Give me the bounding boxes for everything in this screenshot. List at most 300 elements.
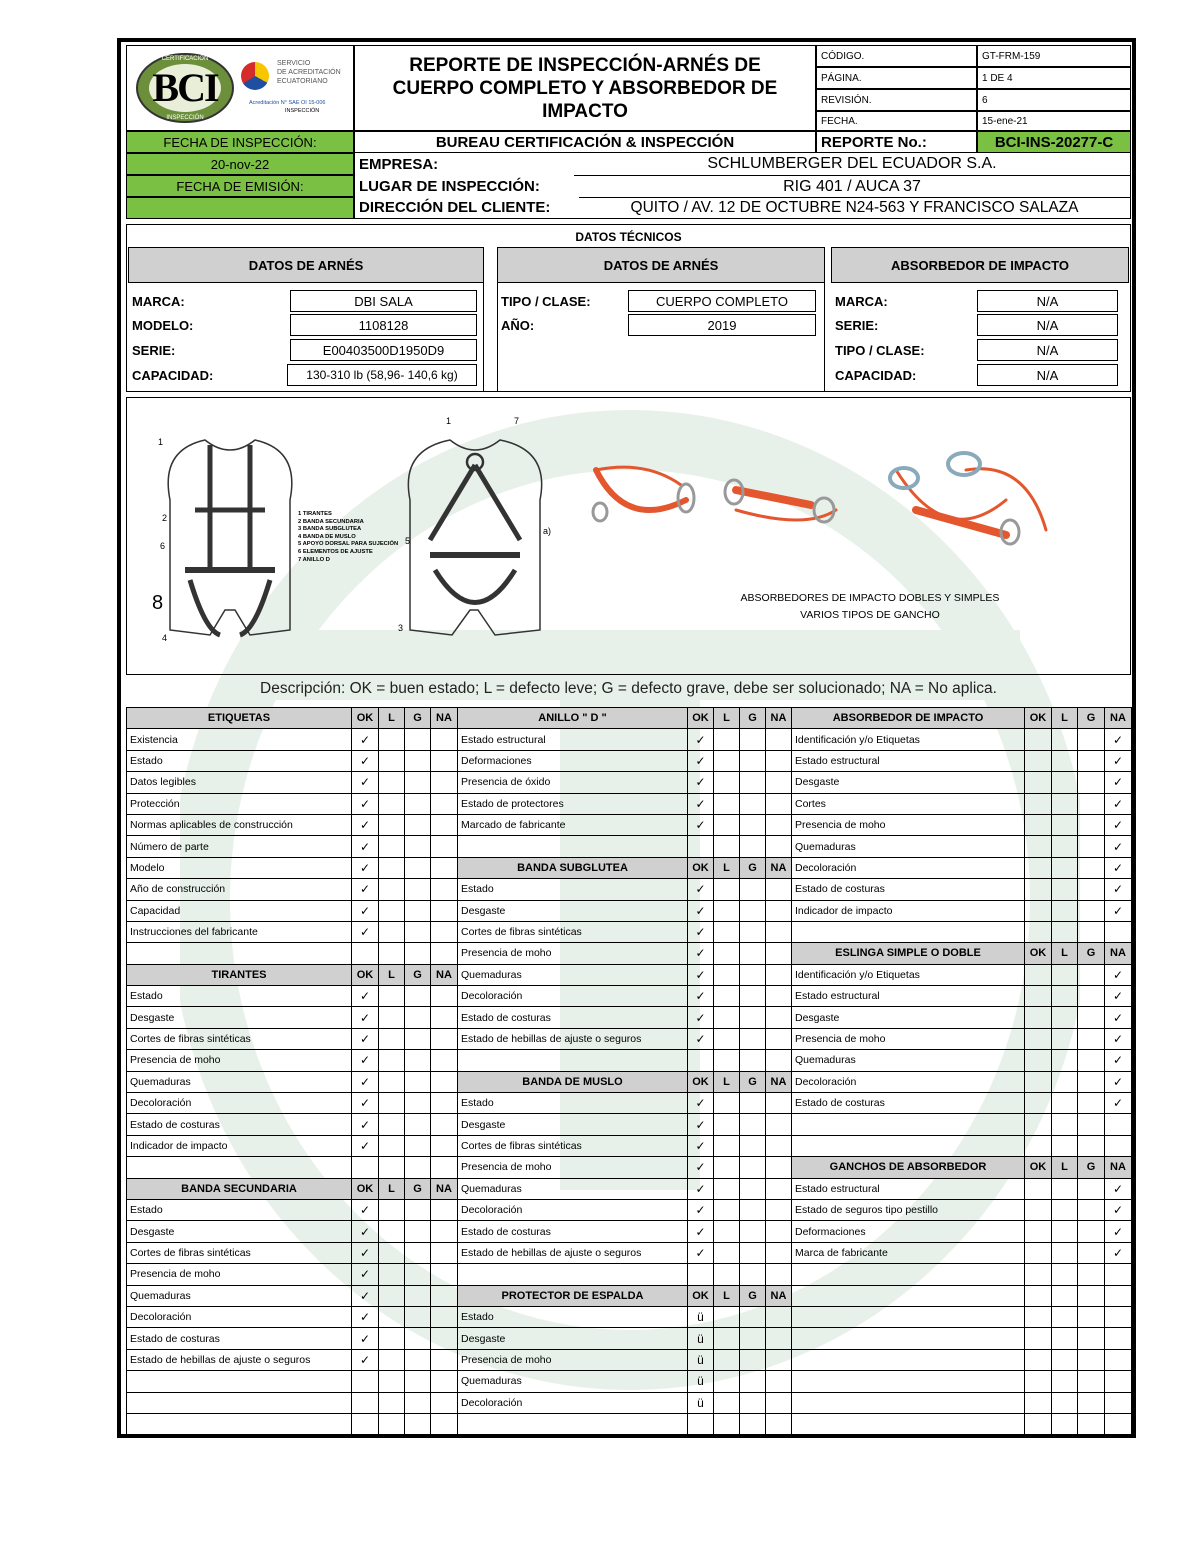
empty-cell (379, 1157, 405, 1178)
item-label: Presencia de óxido (458, 772, 688, 793)
check-mark-icon: ✓ (1105, 750, 1132, 771)
empty-cell (792, 1392, 1025, 1413)
direccion-label: DIRECCIÓN DEL CLIENTE: (354, 197, 579, 219)
empty-cell (458, 836, 688, 857)
item-label: Estado de costuras (127, 1328, 352, 1349)
diagram-number-7: 7 (514, 416, 520, 426)
check-cell (431, 986, 458, 1007)
empty-row (792, 1114, 1132, 1135)
empty-cell (1025, 1392, 1052, 1413)
item-label: Decoloración (458, 986, 688, 1007)
item-label: Cortes (792, 793, 1025, 814)
col-ok-header: OK (688, 857, 714, 878)
check-cell (379, 1328, 405, 1349)
check-cell (740, 1306, 766, 1327)
anio-value: 2019 (628, 314, 816, 336)
check-mark-icon: ✓ (1105, 879, 1132, 900)
check-cell (714, 814, 740, 835)
item-label: Cortes de fibras sintéticas (127, 1242, 352, 1263)
check-cell (405, 1242, 431, 1263)
check-cell (714, 1371, 740, 1392)
check-mark-icon: ✓ (352, 1285, 379, 1306)
fecha-emision-label: FECHA DE EMISIÓN: (126, 175, 354, 197)
empty-cell (352, 1157, 379, 1178)
checklist-row (127, 986, 458, 1007)
check-cell (1025, 793, 1052, 814)
checklist-row (792, 1242, 1132, 1263)
check-cell (1052, 750, 1078, 771)
checklist-row (127, 1264, 458, 1285)
check-mark-icon: ✓ (352, 1199, 379, 1220)
checklist-row (458, 772, 792, 793)
check-cell (431, 750, 458, 771)
check-cell (714, 750, 740, 771)
col-na-header: NA (766, 857, 792, 878)
col-g-header: G (740, 1071, 766, 1092)
check-mark-icon: ü (688, 1371, 714, 1392)
col-g-header: G (1078, 943, 1105, 964)
checklist-row (127, 814, 458, 835)
sae-emblem-icon (241, 62, 269, 90)
check-cell (740, 1157, 766, 1178)
check-cell (405, 793, 431, 814)
check-mark-icon: ü (688, 1392, 714, 1413)
check-cell (1052, 1199, 1078, 1220)
checklist-row (458, 879, 792, 900)
item-label: Cortes de fibras sintéticas (458, 1135, 688, 1156)
check-cell (714, 1328, 740, 1349)
checklist-row (127, 1050, 458, 1071)
check-cell (405, 921, 431, 942)
empty-cell (1052, 1392, 1078, 1413)
item-label: Identificación y/o Etiquetas (792, 964, 1025, 985)
empty-row (458, 1264, 792, 1285)
check-mark-icon: ✓ (352, 772, 379, 793)
check-cell (740, 964, 766, 985)
check-mark-icon: ✓ (688, 1157, 714, 1178)
check-cell (379, 921, 405, 942)
checklist-row (458, 1306, 792, 1327)
empty-row (792, 1371, 1132, 1392)
empty-cell (792, 1306, 1025, 1327)
empty-cell (1078, 921, 1105, 942)
checklist-row (458, 1157, 792, 1178)
check-cell (714, 1093, 740, 1114)
checklist-row (458, 1328, 792, 1349)
empty-row (792, 1328, 1132, 1349)
fecha-inspeccion-value: 20-nov-22 (126, 153, 354, 175)
empty-cell (127, 1371, 352, 1392)
col-g-header: G (740, 1285, 766, 1306)
check-mark-icon: ✓ (352, 793, 379, 814)
item-label: Decoloración (458, 1199, 688, 1220)
item-label: Año de construcción (127, 879, 352, 900)
checklist-row (127, 1028, 458, 1049)
section-title: TIRANTES (127, 964, 352, 985)
col-l-header: L (714, 708, 740, 729)
empty-cell (1025, 1413, 1052, 1434)
col-l-header: L (1052, 1157, 1078, 1178)
check-cell (379, 1285, 405, 1306)
checklist-row (792, 1178, 1132, 1199)
check-cell (714, 964, 740, 985)
check-mark-icon: ✓ (688, 986, 714, 1007)
empty-cell (1052, 1328, 1078, 1349)
empty-cell (1078, 1114, 1105, 1135)
check-cell (740, 921, 766, 942)
tipo-label: TIPO / CLASE: (501, 293, 591, 309)
check-cell (431, 857, 458, 878)
check-cell (714, 1135, 740, 1156)
checklist-row (127, 1007, 458, 1028)
empty-cell (1105, 1135, 1132, 1156)
check-cell (1025, 750, 1052, 771)
col-l-header: L (1052, 943, 1078, 964)
checklist-row (127, 1135, 458, 1156)
pagina-label: PÁGINA. (816, 67, 977, 89)
col-ok-header: OK (352, 708, 379, 729)
col-na-header: NA (766, 1285, 792, 1306)
checklist-row (127, 1093, 458, 1114)
col-ok-header: OK (688, 1285, 714, 1306)
lugar-value: RIG 401 / AUCA 37 (574, 175, 1131, 197)
check-mark-icon: ✓ (1105, 729, 1132, 750)
item-label: Identificación y/o Etiquetas (792, 729, 1025, 750)
check-cell (1025, 729, 1052, 750)
empty-cell (1025, 921, 1052, 942)
empty-cell (688, 1413, 714, 1434)
empty-row (792, 1349, 1132, 1370)
check-mark-icon: ✓ (1105, 793, 1132, 814)
col-na-header: NA (1105, 1157, 1132, 1178)
item-label: Modelo (127, 857, 352, 878)
check-cell (714, 1007, 740, 1028)
check-cell (405, 1007, 431, 1028)
check-cell (1025, 1028, 1052, 1049)
check-cell (1078, 900, 1105, 921)
item-label: Normas aplicables de construcción (127, 814, 352, 835)
check-cell (1078, 986, 1105, 1007)
check-cell (714, 900, 740, 921)
check-cell (405, 1135, 431, 1156)
check-mark-icon: ✓ (688, 1135, 714, 1156)
checklist-row (792, 857, 1132, 878)
item-label: Quemaduras (792, 836, 1025, 857)
check-mark-icon: ✓ (1105, 1007, 1132, 1028)
check-cell (405, 1328, 431, 1349)
empty-cell (792, 921, 1025, 942)
check-cell (1052, 793, 1078, 814)
check-cell (740, 986, 766, 1007)
check-cell (766, 1028, 792, 1049)
empty-cell (431, 943, 458, 964)
abs-marca-value: N/A (977, 290, 1118, 312)
checklist-middle (457, 707, 792, 1435)
check-mark-icon: ✓ (688, 1178, 714, 1199)
codigo-label: CÓDIGO. (816, 45, 977, 67)
checklist-row (458, 1093, 792, 1114)
empty-cell (431, 1413, 458, 1434)
col-l-header: L (379, 1178, 405, 1199)
item-label: Estado de costuras (458, 1007, 688, 1028)
check-mark-icon: ✓ (352, 1221, 379, 1242)
check-cell (1025, 1071, 1052, 1092)
empty-cell (714, 1264, 740, 1285)
sae-name-1: SERVICIO (277, 60, 311, 67)
check-cell (431, 793, 458, 814)
report-title: REPORTE DE INSPECCIÓN-ARNÉS DE CUERPO COMPLETO Y ABSORBEDOR DE IMPACTO (354, 45, 816, 131)
empty-row (792, 1264, 1132, 1285)
item-label: Cortes de fibras sintéticas (127, 1028, 352, 1049)
empty-cell (352, 1392, 379, 1413)
empty-cell (1052, 1413, 1078, 1434)
check-cell (740, 1199, 766, 1220)
check-cell (431, 1306, 458, 1327)
abs-cap-label: CAPACIDAD: (835, 367, 917, 383)
empty-cell (740, 1050, 766, 1071)
sae-acred: Acreditación N° SAE OI 15-006 (249, 100, 326, 106)
empty-cell (1105, 1413, 1132, 1434)
col-l-header: L (379, 708, 405, 729)
checklist-row (127, 900, 458, 921)
empty-row (127, 1392, 458, 1413)
check-cell (1078, 1050, 1105, 1071)
empty-cell (1052, 921, 1078, 942)
check-cell (1052, 879, 1078, 900)
check-mark-icon: ✓ (352, 750, 379, 771)
checklist-row (458, 1199, 792, 1220)
check-cell (379, 1071, 405, 1092)
checklist-row (458, 943, 792, 964)
check-cell (740, 1114, 766, 1135)
check-cell (740, 1221, 766, 1242)
bci-logo-text: BCI (152, 64, 218, 110)
check-cell (740, 1371, 766, 1392)
empty-cell (431, 1157, 458, 1178)
check-cell (379, 1114, 405, 1135)
check-mark-icon: ✓ (688, 1242, 714, 1263)
empty-cell (688, 1050, 714, 1071)
check-cell (740, 1328, 766, 1349)
check-cell (1025, 1221, 1052, 1242)
check-cell (1052, 836, 1078, 857)
check-cell (379, 772, 405, 793)
check-cell (405, 857, 431, 878)
check-cell (431, 729, 458, 750)
check-cell (431, 836, 458, 857)
check-mark-icon: ✓ (688, 964, 714, 985)
check-cell (1078, 729, 1105, 750)
empty-cell (431, 1392, 458, 1413)
diagram-number-2: 2 (162, 513, 168, 523)
checklist-row (458, 921, 792, 942)
marca-value: DBI SALA (290, 290, 477, 312)
item-label: Capacidad (127, 900, 352, 921)
serie-value: E00403500D1950D9 (290, 339, 477, 361)
check-cell (766, 964, 792, 985)
diagram-number-4: 4 (162, 633, 168, 643)
col-g-header: G (405, 1178, 431, 1199)
empty-cell (1025, 1306, 1052, 1327)
empty-cell (379, 943, 405, 964)
diagram-number-5: 5 (405, 536, 411, 546)
empty-cell (1052, 1349, 1078, 1370)
checklist-row (792, 814, 1132, 835)
check-cell (740, 750, 766, 771)
check-cell (1078, 1242, 1105, 1263)
checklist-row (458, 986, 792, 1007)
check-cell (1052, 729, 1078, 750)
check-mark-icon: ✓ (352, 836, 379, 857)
check-cell (766, 1178, 792, 1199)
empty-row (792, 921, 1132, 942)
item-label: Indicador de impacto (127, 1135, 352, 1156)
empty-row (792, 1392, 1132, 1413)
item-label: Estado (127, 1199, 352, 1220)
check-cell (1078, 750, 1105, 771)
bureau-name: BUREAU CERTIFICACIÓN & INSPECCIÓN (354, 131, 816, 153)
check-cell (1052, 1007, 1078, 1028)
bci-logo-ring-bottom: INSPECCIÓN (166, 115, 204, 121)
item-label: Estado de hebillas de ajuste o seguros (458, 1242, 688, 1263)
check-cell (1078, 793, 1105, 814)
modelo-value: 1108128 (290, 314, 477, 336)
item-label: Desgaste (458, 1114, 688, 1135)
checklist-row (458, 750, 792, 771)
check-cell (379, 1221, 405, 1242)
check-cell (379, 750, 405, 771)
direccion-value: QUITO / AV. 12 DE OCTUBRE N24-563 Y FRANCISCO SALAZA (579, 197, 1131, 219)
empty-cell (379, 1392, 405, 1413)
check-cell (766, 986, 792, 1007)
checklist-row (792, 1071, 1132, 1092)
checklist-row (458, 1242, 792, 1263)
check-cell (766, 1157, 792, 1178)
codigo-value: GT-FRM-159 (977, 45, 1131, 67)
empty-cell (127, 1392, 352, 1413)
checklist-row (458, 1178, 792, 1199)
check-cell (714, 1392, 740, 1413)
empty-row (792, 1135, 1132, 1156)
col-g-header: G (405, 708, 431, 729)
check-cell (379, 836, 405, 857)
checklist-row (458, 1007, 792, 1028)
section-title: BANDA SUBGLUTEA (458, 857, 688, 878)
check-cell (740, 1028, 766, 1049)
check-mark-icon: ü (688, 1328, 714, 1349)
checklist-row (127, 1285, 458, 1306)
check-cell (431, 1050, 458, 1071)
checklist-row (458, 1114, 792, 1135)
col-l-header: L (714, 1071, 740, 1092)
col-l-header: L (714, 857, 740, 878)
check-cell (714, 1157, 740, 1178)
revision-value: 6 (977, 89, 1131, 111)
checklist-row (792, 964, 1132, 985)
check-cell (379, 857, 405, 878)
item-label: Estado de seguros tipo pestillo (792, 1199, 1025, 1220)
check-cell (1052, 857, 1078, 878)
abs-cap-value: N/A (977, 364, 1118, 386)
item-label: Estado (458, 879, 688, 900)
item-label: Decoloración (792, 857, 1025, 878)
check-cell (405, 879, 431, 900)
check-cell (405, 1050, 431, 1071)
check-cell (1025, 836, 1052, 857)
empty-cell (405, 1392, 431, 1413)
check-cell (766, 1114, 792, 1135)
check-cell (1078, 879, 1105, 900)
empty-row (792, 1413, 1132, 1434)
check-mark-icon: ✓ (1105, 857, 1132, 878)
description-legend: Descripción: OK = buen estado; L = defecto leve; G = defecto grave, debe ser solucionado; NA = No aplica. (260, 680, 997, 697)
checklist-row (127, 750, 458, 771)
col-ok-header: OK (688, 708, 714, 729)
checklist-row (458, 1392, 792, 1413)
check-cell (431, 921, 458, 942)
empty-cell (766, 1264, 792, 1285)
check-mark-icon: ✓ (688, 879, 714, 900)
check-cell (714, 1306, 740, 1327)
check-cell (766, 1221, 792, 1242)
empty-cell (740, 1264, 766, 1285)
check-cell (714, 793, 740, 814)
check-cell (766, 1093, 792, 1114)
check-cell (431, 1264, 458, 1285)
absorbers-caption-2: VARIOS TIPOS DE GANCHO (800, 609, 940, 621)
item-label: Desgaste (792, 1007, 1025, 1028)
item-label: Instrucciones del fabricante (127, 921, 352, 942)
empty-cell (352, 1413, 379, 1434)
empty-cell (792, 1371, 1025, 1392)
check-cell (431, 1093, 458, 1114)
col-ok-header: OK (352, 1178, 379, 1199)
item-label: Presencia de moho (458, 943, 688, 964)
empty-cell (1078, 1413, 1105, 1434)
check-cell (740, 943, 766, 964)
check-cell (405, 836, 431, 857)
check-cell (379, 1264, 405, 1285)
section-title: GANCHOS DE ABSORBEDOR (792, 1157, 1025, 1178)
section-title: PROTECTOR DE ESPALDA (458, 1285, 688, 1306)
check-mark-icon: ✓ (352, 1264, 379, 1285)
empty-cell (458, 1050, 688, 1071)
check-cell (766, 772, 792, 793)
checklist-row (127, 836, 458, 857)
check-mark-icon: ✓ (688, 1028, 714, 1049)
item-label: Decoloración (127, 1306, 352, 1327)
check-mark-icon: ✓ (352, 900, 379, 921)
check-cell (405, 900, 431, 921)
empty-cell (792, 1264, 1025, 1285)
empty-cell (1078, 1135, 1105, 1156)
check-cell (766, 1349, 792, 1370)
check-cell (405, 750, 431, 771)
check-mark-icon: ✓ (688, 1221, 714, 1242)
empty-cell (792, 1328, 1025, 1349)
item-label: Estado de costuras (792, 1093, 1025, 1114)
check-cell (1025, 1050, 1052, 1071)
check-cell (1078, 857, 1105, 878)
item-label: Estado estructural (792, 1178, 1025, 1199)
serie-label: SERIE: (132, 342, 176, 358)
check-mark-icon: ✓ (1105, 1028, 1132, 1049)
check-cell (740, 1178, 766, 1199)
item-label: Estado estructural (792, 986, 1025, 1007)
empty-cell (1052, 1306, 1078, 1327)
capacidad-label: CAPACIDAD: (132, 367, 214, 383)
check-cell (1078, 814, 1105, 835)
